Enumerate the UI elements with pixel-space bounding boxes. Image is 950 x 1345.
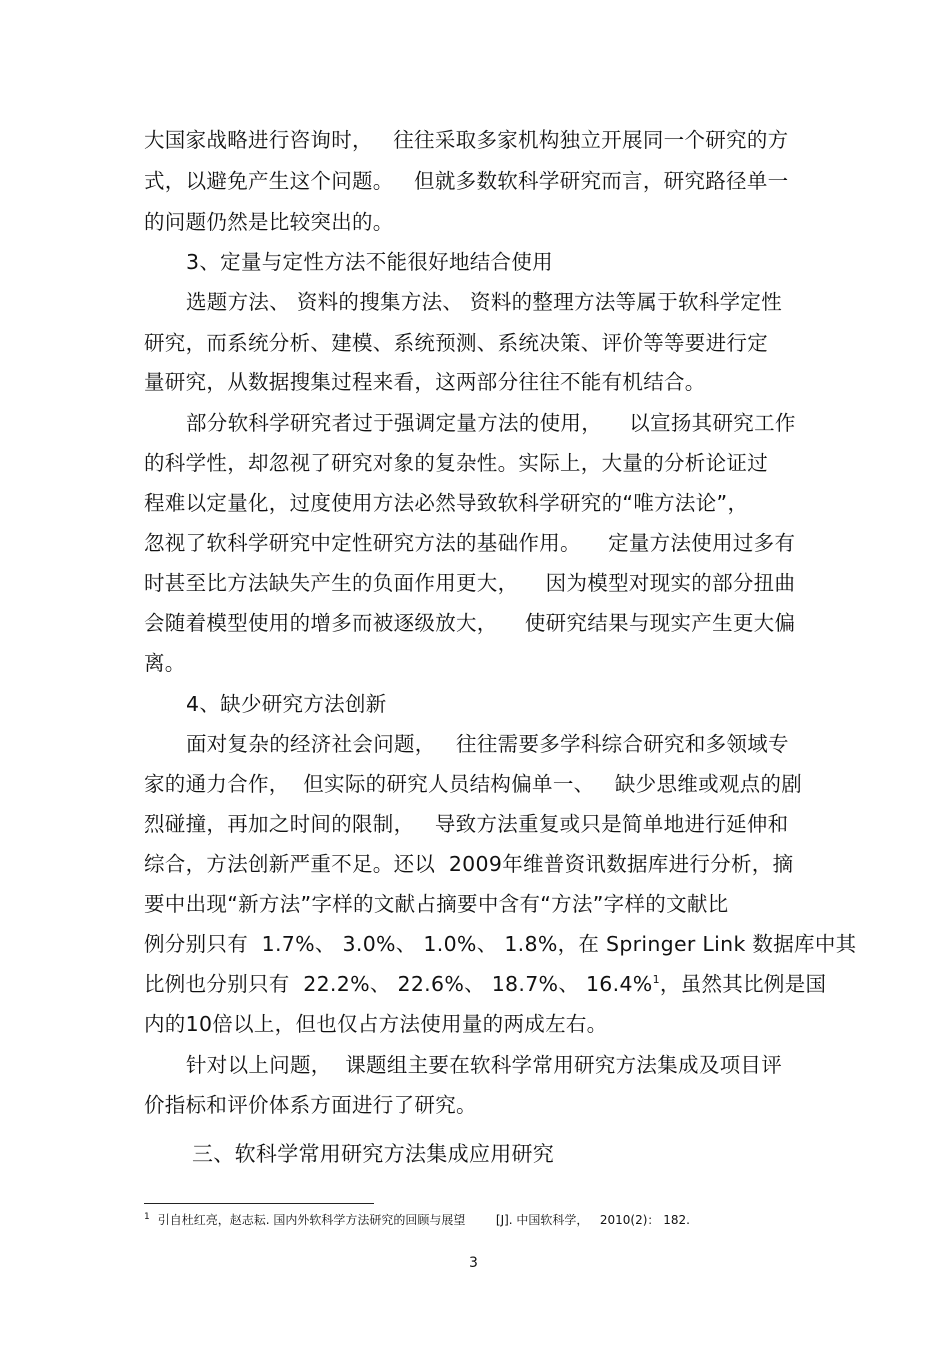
body-text: ，虽然其比例是国 xyxy=(659,972,827,996)
body-line: 内的10倍以上，但也仅占方法使用量的两成左右。 xyxy=(144,1012,608,1036)
footnote-marker: 1 xyxy=(144,1212,150,1222)
body-line: 的问题仍然是比较突出的。 xyxy=(144,210,394,234)
body-line: 价指标和评价体系方面进行了研究。 xyxy=(144,1093,477,1117)
body-line: 离。 xyxy=(144,651,186,675)
body-line: 例分别只有 1.7%、 3.0%、 1.0%、 1.8%，在 Springer Link 数据库中其 xyxy=(144,932,857,956)
body-line: 大国家战略进行咨询时， 往往采取多家机构独立开展同一个研究的方 xyxy=(144,128,789,152)
body-line: 时甚至比方法缺失产生的负面作用更大， 因为模型对现实的部分扭曲 xyxy=(144,571,796,595)
body-line: 量研究，从数据搜集过程来看，这两部分往往不能有机结合。 xyxy=(144,370,706,394)
body-line: 选题方法、 资料的搜集方法、 资料的整理方法等属于软科学定性 xyxy=(186,290,783,314)
body-line: 的科学性，却忽视了研究对象的复杂性。实际上，大量的分析论证过 xyxy=(144,451,768,475)
body-line: 综合，方法创新严重不足。还以 2009年维普资讯数据库进行分析，摘 xyxy=(144,852,794,876)
footnote-divider xyxy=(144,1203,374,1204)
body-line: 式，以避免产生这个问题。 但就多数软科学研究而言，研究路径单一 xyxy=(144,169,789,193)
subheading-4: 4、缺少研究方法创新 xyxy=(186,692,387,716)
body-line: 研究，而系统分析、建模、系统预测、系统决策、评价等等要进行定 xyxy=(144,331,768,355)
footnote-text: 引自杜红亮，赵志耘. 国内外软科学方法研究的回顾与展望 [J]. 中国软科学， 2010(2)： 182. xyxy=(157,1213,690,1227)
footnote-reference: 1 xyxy=(652,973,660,987)
body-line: 忽视了软科学研究中定性研究方法的基础作用。 定量方法使用过多有 xyxy=(144,531,796,555)
body-line-with-footnote xyxy=(144,974,826,995)
body-line: 程难以定量化，过度使用方法必然导致软科学研究的“唯方法论”， xyxy=(144,491,749,515)
section-heading: 三、软科学常用研究方法集成应用研究 xyxy=(192,1142,555,1166)
body-line: 家的通力合作， 但实际的研究人员结构偏单一、 缺少思维或观点的剧 xyxy=(144,772,803,796)
body-text: 比例也分别只有 22.2%、 22.6%、 18.7%、 16.4% xyxy=(144,972,653,996)
subheading-3: 3、定量与定性方法不能很好地结合使用 xyxy=(186,250,553,274)
body-line: 会随着模型使用的增多而被逐级放大， 使研究结果与现实产生更大偏 xyxy=(144,611,796,635)
body-line: 针对以上问题， 课题组主要在软科学常用研究方法集成及项目评 xyxy=(186,1053,783,1077)
body-line: 面对复杂的经济社会问题， 往往需要多学科综合研究和多领域专 xyxy=(186,732,789,756)
footnote xyxy=(144,1213,690,1226)
page-number: 3 xyxy=(469,1255,478,1271)
body-line: 要中出现“新方法”字样的文献占摘要中含有“方法”字样的文献比 xyxy=(144,892,729,916)
body-line: 部分软科学研究者过于强调定量方法的使用， 以宣扬其研究工作 xyxy=(186,411,796,435)
body-line: 烈碰撞，再加之时间的限制， 导致方法重复或只是简单地进行延伸和 xyxy=(144,812,789,836)
